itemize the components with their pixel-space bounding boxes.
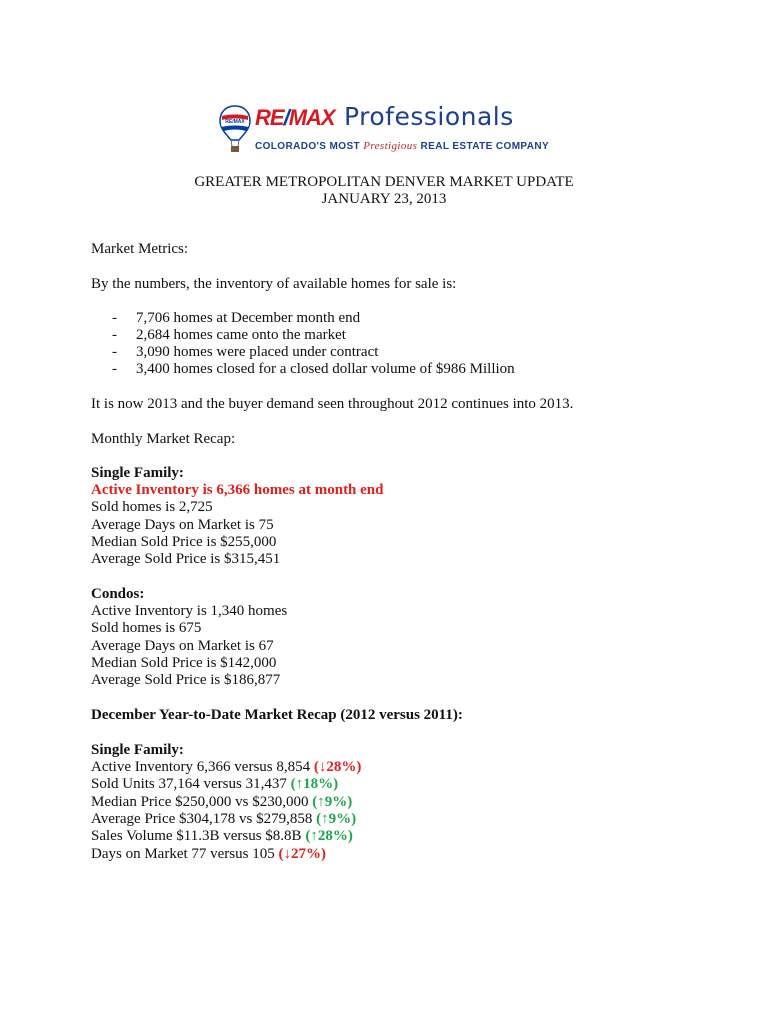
list-item: Sold homes is 675 [91, 620, 202, 636]
ytd-recap-heading: December Year-to-Date Market Recap (2012 versus 2011): [91, 707, 463, 723]
change-badge: (↓27%) [278, 846, 326, 862]
condos-heading: Condos: [91, 586, 145, 602]
monthly-recap-heading: Monthly Market Recap: [91, 431, 236, 447]
list-item: Sold homes is 2,725 [91, 499, 213, 515]
change-badge: (↑28%) [305, 828, 353, 844]
active-inventory-highlight: Active Inventory is 6,366 homes at month end [91, 482, 384, 498]
list-item: Active Inventory is 1,340 homes [91, 603, 288, 619]
change-badge: (↓28%) [313, 759, 362, 775]
market-metrics-heading: Market Metrics: [91, 241, 189, 257]
remax-wordmark: RE/MAX [255, 105, 335, 130]
list-item: - 3,400 homes closed for a closed dollar volume of $986 Million [112, 361, 515, 377]
list-item: Median Sold Price is $142,000 [91, 655, 277, 671]
change-badge: (↑9%) [316, 811, 357, 827]
ytd-row: Active Inventory 6,366 versus 8,854 (↓28%) [91, 759, 362, 775]
ytd-row: Days on Market 77 versus 105 (↓27%) [91, 846, 326, 862]
list-item: - 7,706 homes at December month end [112, 310, 361, 326]
ytd-row: Sales Volume $11.3B versus $8.8B (↑28%) [91, 828, 353, 844]
list-item: - 3,090 homes were placed under contract [112, 344, 379, 360]
list-item: Average Days on Market is 75 [91, 517, 274, 533]
market-metrics-intro: By the numbers, the inventory of available homes for sale is: [91, 276, 457, 292]
ytd-row: Sold Units 37,164 versus 31,437 (↑18%) [91, 776, 339, 792]
single-family-heading: Single Family: [91, 465, 184, 481]
remax-professionals-logo [218, 104, 558, 156]
ytd-row: Average Price $304,178 vs $279,858 (↑9%) [91, 811, 357, 827]
document-title: GREATER METROPOLITAN DENVER MARKET UPDATE [194, 174, 574, 190]
change-badge: (↑9%) [312, 794, 353, 810]
change-badge: (↑18%) [290, 776, 339, 792]
ytd-row: Median Price $250,000 vs $230,000 (↑9%) [91, 794, 353, 810]
document-date: JANUARY 23, 2013 [321, 191, 447, 207]
logo-tagline: COLORADO'S MOST Prestigious REAL ESTATE COMPANY [255, 140, 550, 152]
list-item: Median Sold Price is $255,000 [91, 534, 277, 550]
list-item: - 2,684 homes came onto the market [112, 327, 346, 343]
market-summary: It is now 2013 and the buyer demand seen throughout 2012 continues into 2013. [91, 396, 574, 412]
list-item: Average Sold Price is $186,877 [91, 672, 281, 688]
list-item: Average Days on Market is 67 [91, 638, 274, 654]
professionals-wordmark: Professionals [344, 102, 514, 131]
hot-air-balloon-icon [218, 104, 252, 154]
list-item: Average Sold Price is $315,451 [91, 551, 281, 567]
ytd-single-family-heading: Single Family: [91, 742, 184, 758]
svg-text:RE/MAX: RE/MAX [225, 119, 245, 125]
